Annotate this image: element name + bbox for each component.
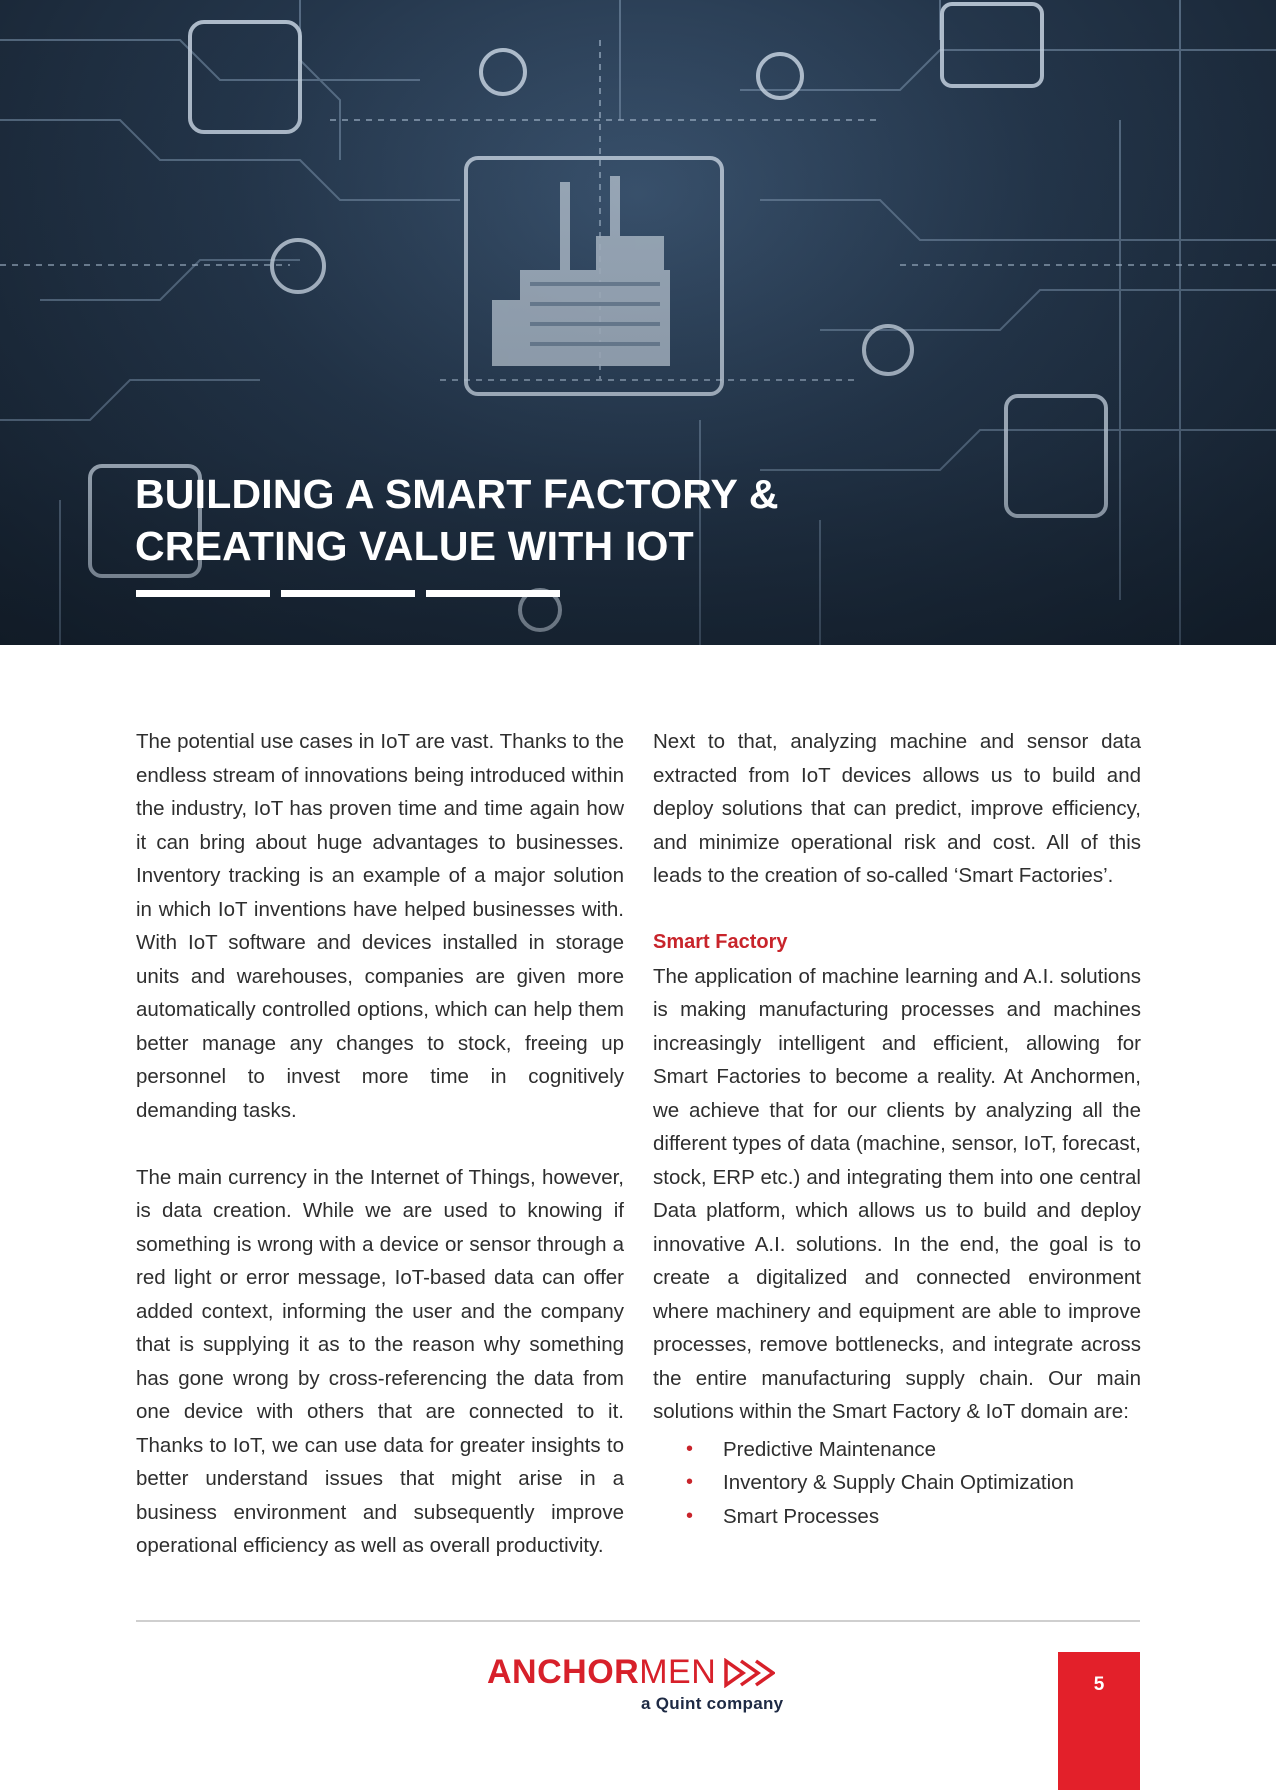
body-paragraph: Next to that, analyzing machine and sensor data extracted from IoT devices allows us to build and deploy solutions that can predict, improve efficiency, and minimize operational risk and cost. All of this leads to the creation of so-called ‘Smart Factories’. xyxy=(653,730,1141,887)
left-column xyxy=(136,725,624,1563)
list-item xyxy=(653,1500,1141,1534)
footer-divider xyxy=(136,1620,1140,1622)
bullet-icon: • xyxy=(686,1437,694,1460)
logo-wordmark xyxy=(487,1652,716,1692)
list-item xyxy=(653,1433,1141,1467)
logo-tagline: a Quint company xyxy=(641,1694,784,1713)
body-paragraph: The potential use cases in IoT are vast. Thanks to the endless stream of innovations being introduced within the industry, IoT has proven time and time again how it can bring about huge advantages to businesses. Inventory tracking is an example of a major solution in which IoT inventions have helped businesses with. With IoT software and devices installed in storage units and warehouses, companies are given more automatically controlled options, which can help them better manage any changes to stock, freeing up personnel to invest more time in cognitively demanding tasks. xyxy=(136,730,624,1122)
logo-word-light: MEN xyxy=(639,1653,717,1691)
body-paragraph: The application of machine learning and A.I. solutions is making manufacturing processes and machines increasingly intelligent and efficient, allowing for Smart Factories to become a reality. At Anchormen, we achieve that for our clients by analyzing all the different types of data (machine, sensor, IoT, forecast, stock, ERP etc.) and integrating them into one central Data platform, which allows us to build and deploy innovative A.I. solutions. In the end, the goal is to create a digitalized and connected environment where machinery and equipment are able to improve processes, remove bottlenecks, and integrate across the entire manufacturing supply chain. Our main solutions within the Smart Factory & IoT domain are: xyxy=(653,964,1141,1423)
solutions-list xyxy=(653,1433,1141,1534)
underline-bar xyxy=(136,590,270,597)
page-title xyxy=(135,468,779,572)
list-item xyxy=(653,1466,1141,1500)
right-column xyxy=(653,725,1141,1533)
bullet-icon: • xyxy=(686,1504,694,1527)
list-item-label: Inventory & Supply Chain Optimization xyxy=(723,1471,1074,1494)
page-title-line-2: CREATING VALUE WITH IOT xyxy=(135,523,694,569)
underline-bar xyxy=(281,590,415,597)
underline-bar xyxy=(426,590,560,597)
list-item-label: Predictive Maintenance xyxy=(723,1437,937,1461)
fast-forward-arrows-icon xyxy=(723,1658,775,1688)
list-item-label: Smart Processes xyxy=(723,1504,880,1528)
anchormen-logo xyxy=(487,1652,787,1718)
page-title-line-1: BUILDING A SMART FACTORY & xyxy=(135,471,779,517)
section-subheading: Smart Factory xyxy=(653,931,788,953)
page-number-badge xyxy=(1058,1652,1140,1790)
hero-banner xyxy=(0,0,1276,645)
logo-word-bold: ANCHOR xyxy=(487,1653,640,1691)
page-number: 5 xyxy=(1093,1674,1105,1695)
body-paragraph: The main currency in the Internet of Things, however, is data creation. While we are used to knowing if something is wrong with a device or sensor through a red light or error message, IoT-based data can offer added context, informing the user and the company that is supplying it as to the reason why something has gone wrong by cross-referencing the data from one device with others that are connected to it. Thanks to IoT, we can use data for greater insights to better understand issues that might arise in a business environment and subsequently improve operational efficiency as well as overall productivity. xyxy=(136,1165,624,1557)
bullet-icon: • xyxy=(686,1471,694,1493)
